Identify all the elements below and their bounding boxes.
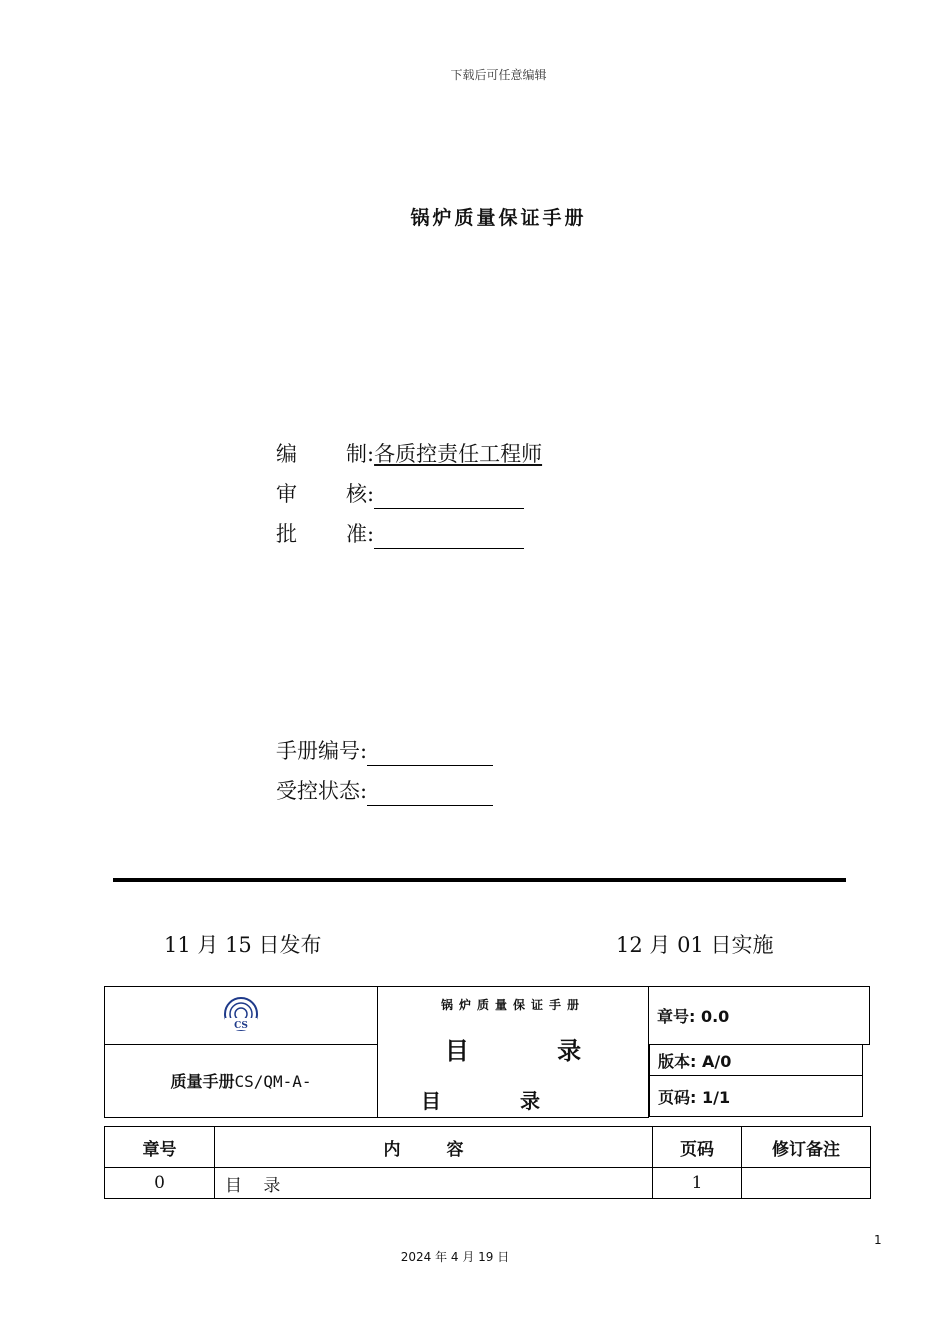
compile-label-b: 制: bbox=[346, 442, 375, 466]
approve-label-b: 准: bbox=[346, 522, 375, 546]
review-signature-line[interactable] bbox=[374, 482, 524, 509]
manual-number-label: 手册编号: bbox=[276, 739, 368, 763]
signature-row-approve bbox=[276, 519, 524, 549]
compile-value: 各质控责任工程师 bbox=[374, 442, 543, 466]
header-small-title: 锅炉质量保证手册 bbox=[440, 998, 585, 1012]
approve-signature-line[interactable] bbox=[374, 522, 524, 549]
document-title: 锅炉质量保证手册 bbox=[410, 207, 587, 229]
version-cell: 版本: A/0 bbox=[650, 1045, 863, 1076]
toc-cell-content[interactable]: 目 录 bbox=[215, 1168, 653, 1199]
logo-text: CS bbox=[234, 1020, 248, 1031]
control-status-label: 受控状态: bbox=[276, 779, 368, 803]
company-logo-icon bbox=[221, 996, 261, 1032]
toc-col-note: 修订备注 bbox=[742, 1127, 871, 1168]
manual-number-line[interactable] bbox=[367, 739, 493, 766]
control-status-line[interactable] bbox=[367, 779, 493, 806]
toc-cell-page: 1 bbox=[653, 1168, 742, 1199]
chapter-cell: 章号: 0.0 bbox=[649, 987, 870, 1045]
table-row bbox=[105, 1168, 871, 1199]
manual-number-row bbox=[276, 736, 493, 766]
toc-cell-chapter: 0 bbox=[105, 1168, 215, 1199]
page-cell: 页码: 1/1 bbox=[650, 1076, 863, 1117]
signature-row-review bbox=[276, 479, 524, 509]
divider-line bbox=[113, 878, 846, 882]
header-section-title: 目 录 bbox=[444, 1037, 622, 1065]
toc-col-chapter: 章号 bbox=[105, 1127, 215, 1168]
compile-label-a: 编 bbox=[276, 442, 297, 466]
toc-table bbox=[104, 1126, 871, 1199]
review-label-b: 核: bbox=[346, 482, 375, 506]
publish-date: 11 月 15 日发布 bbox=[164, 933, 322, 957]
toc-col-page: 页码 bbox=[653, 1127, 742, 1168]
manual-code-cn: 质量手册 bbox=[170, 1072, 235, 1092]
header-note: 下载后可任意编辑 bbox=[450, 68, 547, 82]
signature-row-compile bbox=[276, 439, 542, 469]
effective-date: 12 月 01 日实施 bbox=[616, 933, 774, 957]
toc-cell-note bbox=[742, 1168, 871, 1199]
logo-cell bbox=[105, 987, 378, 1045]
toc-col-content: 内 容 bbox=[215, 1127, 653, 1168]
toc-heading: 目 录 bbox=[421, 1089, 576, 1113]
footer-date: 2024 年 4 月 19 日 bbox=[400, 1250, 510, 1264]
page-number: 1 bbox=[874, 1233, 882, 1247]
control-status-row bbox=[276, 776, 493, 806]
review-label-a: 审 bbox=[276, 482, 297, 506]
approve-label-a: 批 bbox=[276, 522, 297, 546]
manual-code: CS/QM-A- bbox=[234, 1072, 312, 1092]
toc-header-row bbox=[105, 1127, 871, 1168]
